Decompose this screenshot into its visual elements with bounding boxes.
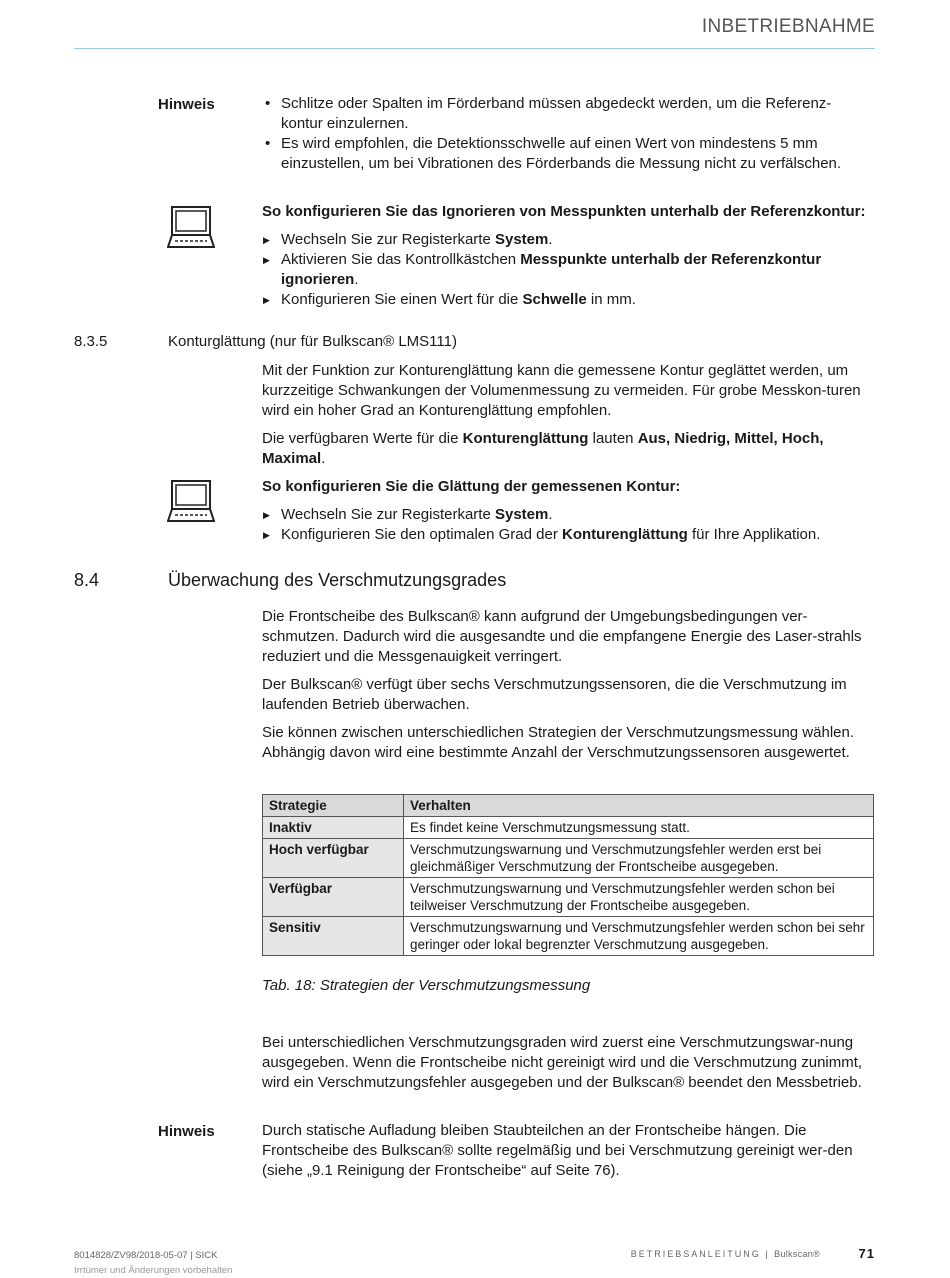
table-cell: Sensitiv	[263, 917, 404, 956]
footer-doc-type	[631, 1249, 820, 1259]
paragraph-keyword: Aus, Niedrig, Mittel, Hoch, Maximal	[262, 430, 824, 467]
step-text: Wechseln Sie zur Registerkarte	[281, 231, 495, 248]
disclaimer: Irrtümer und Änderungen vorbehalten	[74, 1265, 233, 1276]
list-item	[262, 525, 862, 545]
paragraph-text: .	[321, 450, 326, 467]
table-cell: Verschmutzungswarnung und Verschmutzungsfehler werden schon bei teilweiser Verschmutzung der Frontscheibe ausgegeben.	[404, 878, 874, 917]
list-item	[262, 290, 862, 310]
chapter-title: INBETRIEBNAHME	[701, 16, 875, 37]
table-cell: Hoch verfügbar	[263, 839, 404, 878]
step-keyword: System	[494, 506, 549, 523]
table-row	[263, 839, 874, 878]
step-text: .	[548, 506, 553, 523]
table-cell: Verschmutzungswarnung und Verschmutzungsfehler werden schon bei sehr geringer oder lokal begrenzter Verschmutzung ausgegeben.	[404, 917, 874, 956]
product-name: Bulkscan®	[774, 1249, 820, 1259]
footer-doc-info	[74, 1248, 232, 1278]
step-keyword: Messpunkte unterhalb der Referenzkontur ignorieren	[281, 251, 822, 288]
step-text: Wechseln Sie zur Registerkarte	[281, 506, 495, 523]
section-body	[262, 607, 874, 771]
list-item	[262, 250, 862, 290]
step-text: für Ihre Applikation.	[687, 526, 821, 543]
doc-id: 8014828/ZV98/2018-05-07 | SICK	[74, 1250, 218, 1261]
step-text: Konfigurieren Sie den optimalen Grad der	[281, 526, 563, 543]
paragraph: Sie können zwischen unterschiedlichen Strategien der Verschmutzungsmessung wählen. Abhängig davon wird eine bestimmte Anzahl der Verschmutzungssensoren ausgewertet.	[262, 724, 855, 761]
section-title: Konturglättung (nur für Bulkscan® LMS111)	[168, 333, 457, 350]
step-keyword: System	[494, 231, 549, 248]
table-row	[263, 917, 874, 956]
paragraph: Der Bulkscan® verfügt über sechs Verschmutzungssensoren, die die Verschmutzung im laufenden Betrieb überwachen.	[262, 676, 847, 713]
section-number: 8.4	[74, 570, 100, 590]
section-number: 8.3.5	[74, 333, 108, 350]
table-row	[263, 817, 874, 839]
doc-type: BETRIEBSANLEITUNG |	[630, 1249, 775, 1259]
paragraph-text: lauten	[588, 430, 638, 447]
instruction-heading: So konfigurieren Sie die Glättung der gemessenen Kontur:	[262, 478, 681, 495]
step-list	[262, 230, 862, 310]
section-title: Überwachung des Verschmutzungsgrades	[168, 570, 507, 590]
list-item	[262, 505, 862, 525]
note-text: Durch statische Aufladung bleiben Staubteilchen an der Frontscheibe hängen. Die Frontscheibe des Bulkscan® sollte regelmäßig und bei Verschmutzung gereinigt wer-den (siehe „9.1 Reinigung der Frontscheibe“ auf Seite 76).	[262, 1122, 853, 1179]
table-cell: Verschmutzungswarnung und Verschmutzungsfehler werden erst bei gleichmäßiger Verschmutzung der Frontscheibe ausgegeben.	[404, 839, 874, 878]
note-label: Hinweis	[158, 96, 215, 113]
section-body	[262, 361, 877, 477]
paragraph-text: Die verfügbaren Werte für die	[262, 430, 463, 447]
step-keyword: Konturenglättung	[562, 526, 688, 543]
strategy-table	[262, 794, 874, 956]
laptop-icon	[167, 479, 215, 525]
paragraph	[262, 429, 877, 469]
column-header: Verhalten	[404, 795, 874, 817]
note-label: Hinweis	[158, 1123, 215, 1140]
laptop-icon	[167, 205, 215, 251]
step-text: in mm.	[586, 291, 636, 308]
table-caption: Tab. 18: Strategien der Verschmutzungsmessung	[262, 977, 591, 994]
step-text: .	[548, 231, 553, 248]
step-keyword: Schwelle	[522, 291, 587, 308]
table-cell: Inaktiv	[263, 817, 404, 839]
table-row	[263, 878, 874, 917]
list-item	[262, 230, 862, 250]
paragraph: Bei unterschiedlichen Verschmutzungsgraden wird zuerst eine Verschmutzungswar-nung ausgegeben. Wenn die Frontscheibe nicht gereinigt wird und die Verschmutzung zunimmt, wird ein Verschmutzungsfehler ausgegeben und der Bulkscan® beendet den Messbetrieb.	[262, 1034, 863, 1091]
column-header: Strategie	[263, 795, 404, 817]
header-rule	[74, 48, 875, 49]
note-bullet-list	[262, 94, 862, 174]
paragraph: Die Frontscheibe des Bulkscan® kann aufgrund der Umgebungsbedingungen ver-schmutzen. Dadurch wird die ausgesandte und die empfangene Energie des Laser-strahls reduziert und die Messgenauigkeit verringert.	[262, 608, 862, 665]
step-text: Aktivieren Sie das Kontrollkästchen	[281, 251, 521, 268]
list-item: • Schlitze oder Spalten im Förderband müssen abgedeckt werden, um die Referenz-kontur einzulernen.	[262, 94, 862, 134]
paragraph: Mit der Funktion zur Konturenglättung kann die gemessene Kontur geglättet werden, um kurzzeitige Schwankungen der Volumenmessung zu vermeiden. Für grobe Messkon-turen wird ein hoher Grad an Konturenglättung empfohlen.	[262, 362, 861, 419]
table-cell: Es findet keine Verschmutzungsmessung statt.	[404, 817, 874, 839]
table-header-row	[263, 795, 874, 817]
table-cell: Verfügbar	[263, 878, 404, 917]
list-item: • Es wird empfohlen, die Detektionsschwelle auf einen Wert von mindestens 5 mm einzustellen, um bei Vibrationen des Förderbands die Messung nicht zu verfälschen.	[262, 134, 862, 174]
step-list	[262, 505, 862, 545]
step-text: .	[354, 271, 359, 288]
paragraph-keyword: Konturenglättung	[462, 430, 589, 447]
instruction-heading: So konfigurieren Sie das Ignorieren von Messpunkten unterhalb der Referenzkontur:	[262, 203, 866, 220]
step-text: Konfigurieren Sie einen Wert für die	[281, 291, 523, 308]
page-number: 71	[858, 1246, 875, 1261]
